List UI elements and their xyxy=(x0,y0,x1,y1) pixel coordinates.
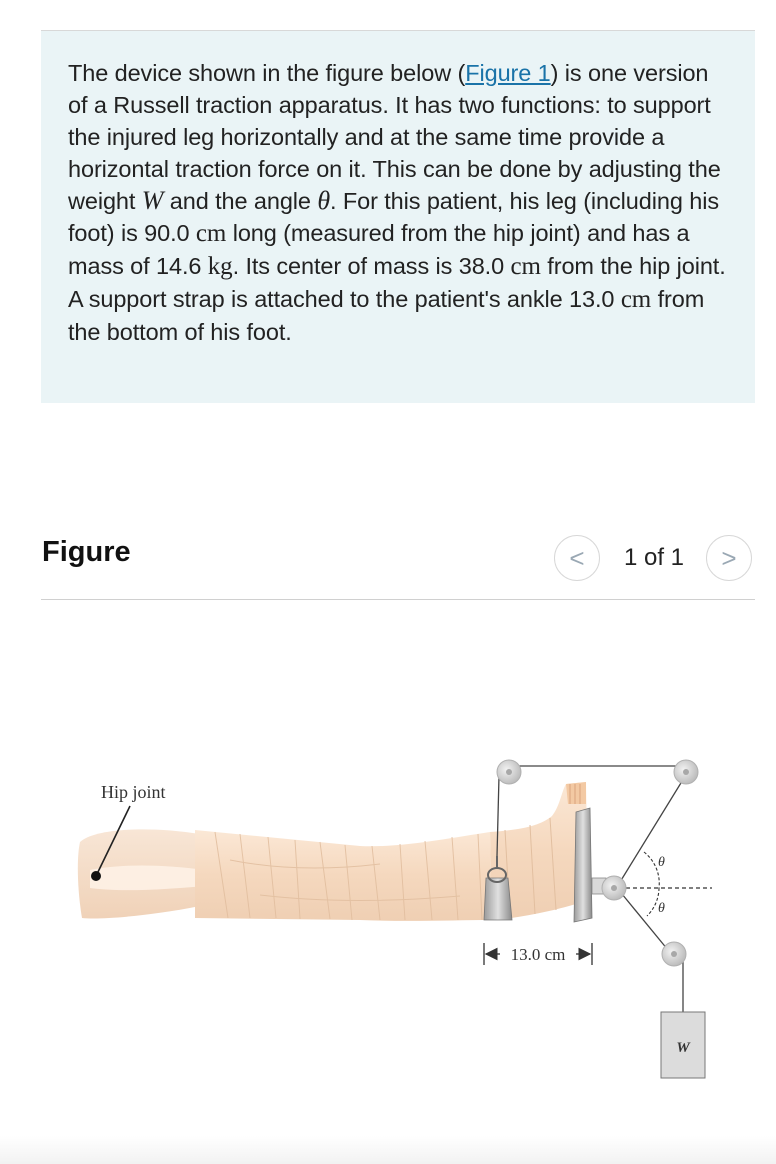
russell-traction-diagram xyxy=(0,620,776,1100)
dimension-label: 13.0 cm xyxy=(510,945,566,964)
figure-page-count: 1 of 1 xyxy=(623,544,684,571)
angle-label-upper: θ xyxy=(658,855,665,870)
strap-distance-dimension xyxy=(484,943,592,965)
unit-cm: cm xyxy=(620,286,652,313)
bottom-fade xyxy=(0,1136,776,1164)
angle-label-lower: θ xyxy=(658,901,665,916)
figure-pager xyxy=(554,536,752,580)
problem-intro-box xyxy=(41,31,755,403)
bandaged-leg xyxy=(195,830,492,921)
intro-text-part: from the bottom of his foot. xyxy=(68,286,705,345)
figure-divider xyxy=(41,599,755,600)
problem-intro-text xyxy=(68,57,729,348)
weight-symbol: W xyxy=(141,186,164,215)
intro-text-part: . For this patient, his leg (including his foot) is 90.0 xyxy=(68,188,719,246)
next-figure-button[interactable] xyxy=(706,535,752,581)
previous-figure-button[interactable] xyxy=(554,535,600,581)
figure-1-link[interactable]: Figure 1 xyxy=(465,60,551,86)
angle-symbol: θ xyxy=(317,186,330,215)
unit-cm: cm xyxy=(510,253,541,280)
intro-text-part: ) is one version of a Russell traction apparatus. It has two functions: to support the injured leg horizontally and at the same time provide a horizontal traction force on it. This can be done by adjusting the weight xyxy=(68,60,721,214)
chevron-right-icon: > xyxy=(721,542,737,573)
unit-kg: kg xyxy=(207,253,233,280)
foot-plate xyxy=(574,808,606,922)
hip-joint-label: Hip joint xyxy=(101,782,166,802)
hanging-weight xyxy=(661,1012,705,1078)
figure-header xyxy=(41,530,755,590)
intro-text-part: The device shown in the figure below ( xyxy=(68,60,466,86)
intro-text-part: long (measured from the hip joint) and has a mass of 14.6 xyxy=(68,220,690,279)
intro-text-part: from the hip joint. A support strap is attached to the patient's ankle 13.0 xyxy=(68,253,726,312)
intro-text-part: and the angle xyxy=(163,188,318,214)
intro-text-part: . Its center of mass is 38.0 xyxy=(232,253,511,279)
hip-joint-marker xyxy=(91,871,101,881)
unit-cm: cm xyxy=(195,220,227,247)
figure-title: Figure xyxy=(42,536,131,568)
angle-arcs xyxy=(644,852,659,916)
weight-label: W xyxy=(676,1040,690,1056)
chevron-left-icon: < xyxy=(569,542,585,573)
